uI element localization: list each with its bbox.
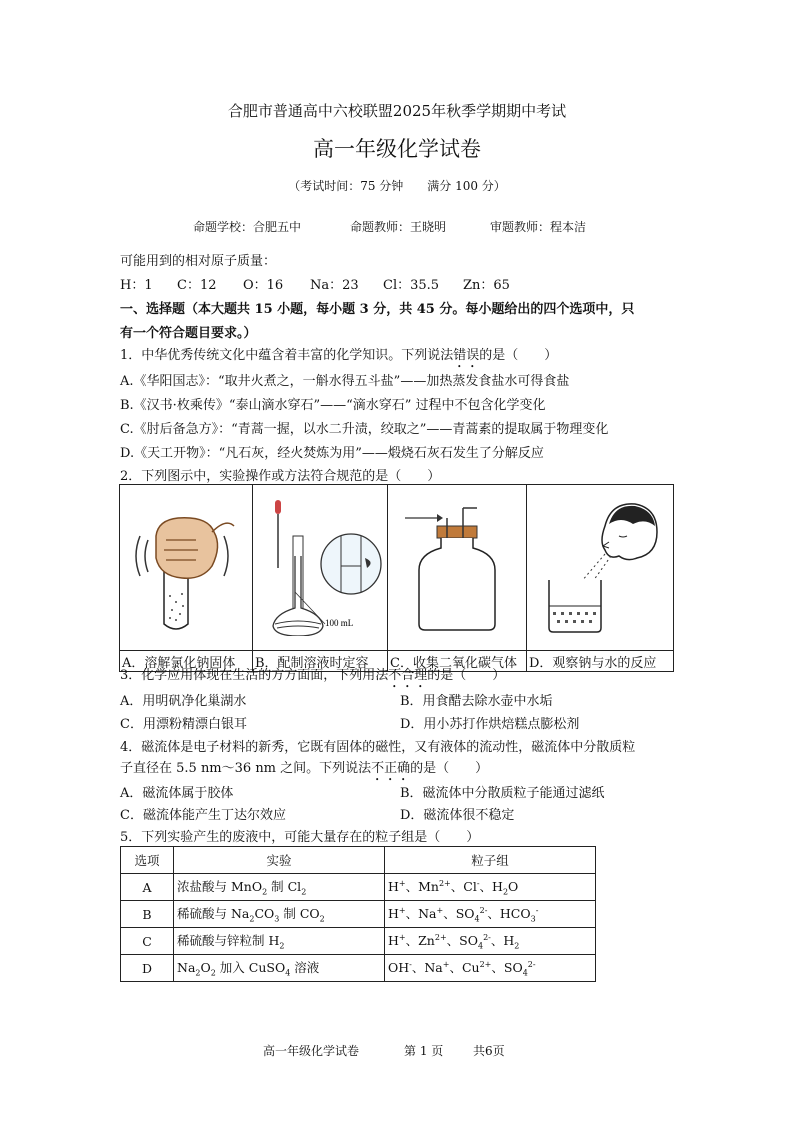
atomic-mass-item: Na：23 xyxy=(310,278,359,293)
row-experiment: 稀硫酸与锌粒制 $H_2$ xyxy=(174,928,385,955)
row-option: A xyxy=(121,874,174,901)
q4-option-d: D．磁流体很不稳定 xyxy=(400,808,515,823)
q2-figure-table xyxy=(119,484,674,672)
row-experiment: $Na_2O_2$ 加入 CuSO$_4$ 溶液 xyxy=(174,955,385,982)
row-option: C xyxy=(121,928,174,955)
exam-name: 合肥市普通高中六校联盟2025年秋季学期期中考试 xyxy=(227,102,567,120)
gas-collection-bottle-figure xyxy=(397,496,517,636)
page-title: 高一年级化学试卷 xyxy=(313,137,481,161)
exam-meta: （考试时间：75 分钟 满分 100 分） xyxy=(288,179,506,193)
footer-page: 第 1 页 xyxy=(404,1044,444,1058)
q1-option-d: D.《天工开物》：“凡石灰，经火焚炼为用”——煅烧石灰石发生了分解反应 xyxy=(120,446,544,461)
q4-option-c: C．磁流体能产生丁达尔效应 xyxy=(120,808,286,823)
volumetric-flask-figure xyxy=(255,496,385,636)
table-row xyxy=(121,928,596,955)
q5-stem: 5．下列实验产生的废液中，可能大量存在的粒子组是（ ） xyxy=(120,830,480,845)
atomic-mass-item: C：12 xyxy=(177,278,217,293)
header-experiment: 实验 xyxy=(174,847,385,874)
q1-option-a: A.《华阳国志》：“取井火煮之，一斛水得五斗盐”——加热蒸发食盐水可得食盐 xyxy=(120,374,570,389)
caption-c: C．收集二氧化碳气体 xyxy=(388,651,527,672)
q3-option-c: C．用漂粉精漂白银耳 xyxy=(120,717,247,732)
table-row xyxy=(121,874,596,901)
row-particles: H+、$Zn^{2+}$、$SO_4^{2-}$、$H_2$ xyxy=(385,928,596,955)
header-particles: 粒子组 xyxy=(385,847,596,874)
caption-a: A．溶解氯化钠固体 xyxy=(120,651,253,672)
atomic-mass-item: Cl：35.5 xyxy=(383,278,440,293)
q1-option-b: B.《汉书·枚乘传》“泰山滴水穿石”——“滴水穿石” 过程中不包含化学变化 xyxy=(120,398,546,413)
figure-b-cell xyxy=(253,485,388,651)
q4-stem-line2: 子直径在 5.5 nm～36 nm 之间。下列说法不正确的是（ ） xyxy=(120,761,489,776)
row-particles: OH-、Na+、$Cu^{2+}$、$SO_4^{2-}$ xyxy=(385,955,596,982)
q4-stem-line1: 4．磁流体是电子材料的新秀，它既有固体的磁性，又有液体的流动性，磁流体中分散质粒 xyxy=(120,740,636,755)
figure-d-cell xyxy=(527,485,674,651)
table-row xyxy=(121,901,596,928)
row-particles: H+、Na+、$SO_4^{2-}$、$HCO_3^-$ xyxy=(385,901,596,928)
atomic-mass-label: 可能用到的相对原子质量： xyxy=(120,254,277,269)
row-experiment: 稀硫酸与 $Na_2CO_3$ 制 $CO_2$ xyxy=(174,901,385,928)
section-heading: 一、选择题（本大题共 15 小题，每小题 3 分，共 45 分。每小题给出的四个选项中，只 xyxy=(120,302,635,317)
sodium-water-observation-figure xyxy=(535,496,665,636)
q3-option-d: D．用小苏打作烘焙糕点膨松剂 xyxy=(400,717,580,732)
q4-option-b: B．磁流体中分散质粒子能通过滤纸 xyxy=(400,786,605,801)
caption-b: B．配制溶液时定容 xyxy=(253,651,388,672)
flask-volume-label: 100 mL xyxy=(325,617,354,628)
header-option: 选项 xyxy=(121,847,174,874)
q4-option-a: A．磁流体属于胶体 xyxy=(120,786,234,801)
row-option: B xyxy=(121,901,174,928)
atomic-mass-item: O：16 xyxy=(243,278,284,293)
setting-school: 命题学校：合肥五中 xyxy=(193,220,302,234)
q5-table xyxy=(120,846,596,982)
figure-a-cell xyxy=(120,485,253,651)
caption-d: D．观察钠与水的反应 xyxy=(527,651,674,672)
q1-stem: 1．中华优秀传统文化中蕴含着丰富的化学知识。下列说法错误的是（ ） xyxy=(120,348,558,363)
q1-option-c: C.《肘后备急方》：“青蒿一握，以水二升渍，绞取之”——青蒿素的提取属于物理变化 xyxy=(120,422,609,437)
setter: 命题教师：王晓明 xyxy=(350,220,447,234)
atomic-mass-item: H：1 xyxy=(120,278,153,293)
atomic-mass-item: Zn：65 xyxy=(463,278,510,293)
q3-stem: 3．化学应用体现在生活的方方面面，下列用法不合理的是（ ） xyxy=(120,668,506,683)
q2-stem: 2．下列图示中，实验操作或方法符合规范的是（ ） xyxy=(120,469,441,484)
row-particles: H+、$Mn^{2+}$、Cl-、$H_2O$ xyxy=(385,874,596,901)
figure-c-cell xyxy=(388,485,527,651)
hand-shaking-test-tube-figure xyxy=(126,496,246,636)
table-row xyxy=(121,955,596,982)
row-option: D xyxy=(121,955,174,982)
footer-total: 共6页 xyxy=(473,1044,505,1058)
row-experiment: 浓盐酸与 MnO$_2$ 制 $Cl_2$ xyxy=(174,874,385,901)
q3-option-b: B．用食醋去除水壶中水垢 xyxy=(400,694,553,709)
reviewer: 审题教师：程本洁 xyxy=(490,220,587,234)
q3-option-a: A．用明矾净化巢湖水 xyxy=(120,694,247,709)
section-heading-cont: 有一个符合题目要求。） xyxy=(120,326,257,341)
footer-title: 高一年级化学试卷 xyxy=(263,1044,360,1058)
